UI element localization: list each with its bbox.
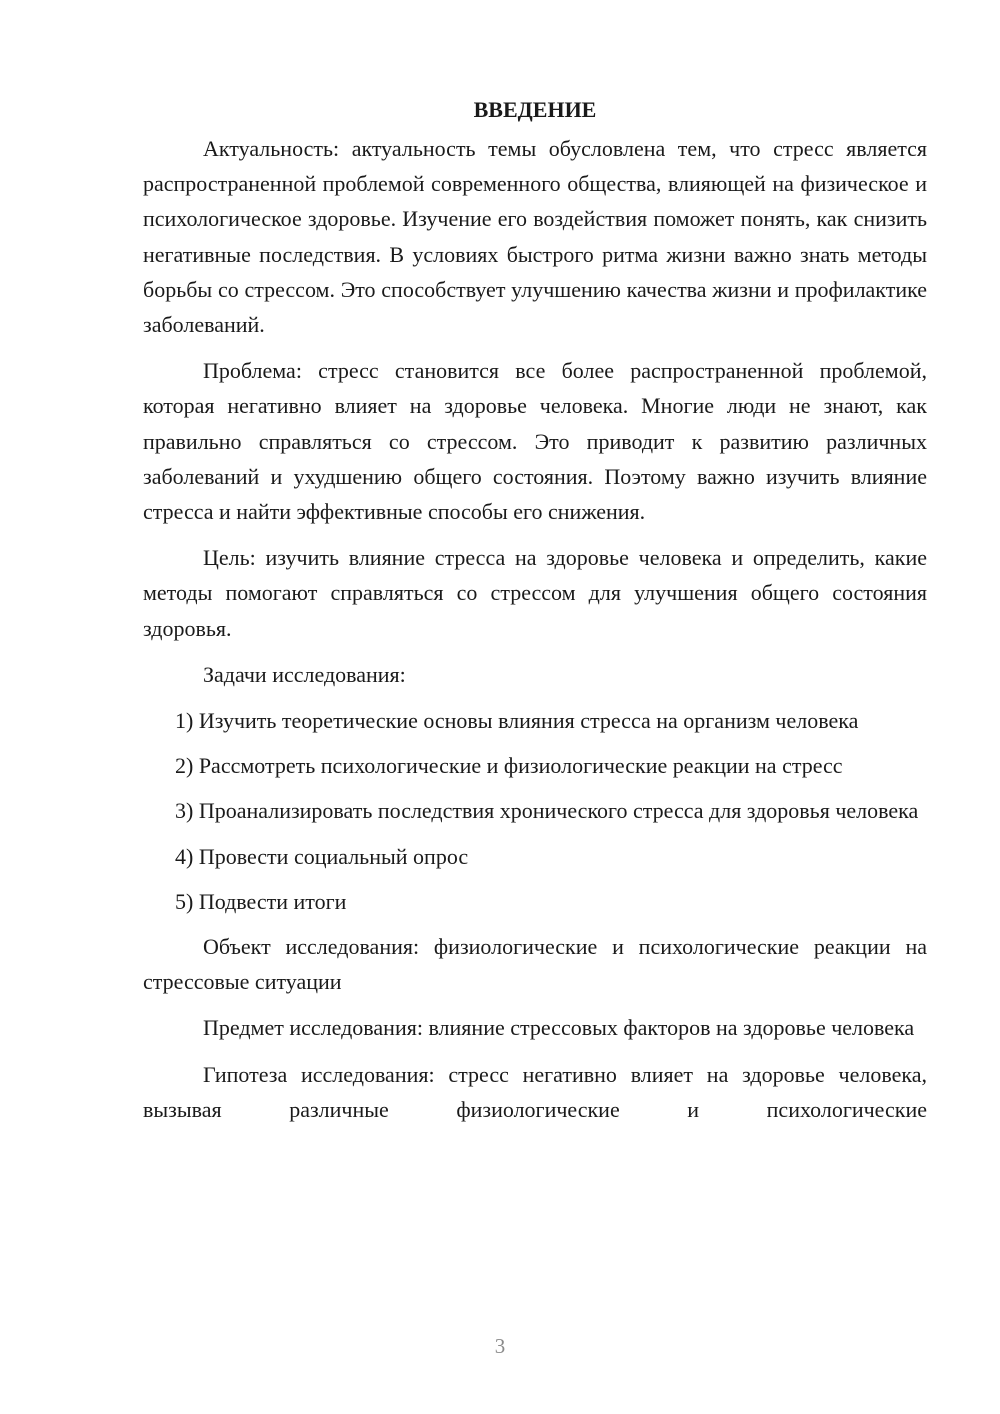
paragraph-relevance: Актуальность: актуальность темы обусловлена тем, что стресс является распространенной проблемой современного общества, влияющей на физическое и психологическое здоровье. Изучение его воздействия поможет понять, как снизить негативные последствия. В условиях быстрого ритма жизни важно знать методы борьбы со стрессом. Это способствует улучшению качества жизни и профилактике заболеваний. <box>143 136 927 338</box>
paragraph-goal: Цель: изучить влияние стресса на здоровье человека и определить, какие методы помогают справляться со стрессом для улучшения общего состояния здоровья. <box>143 545 927 641</box>
paragraph-object: Объект исследования: физиологические и психологические реакции на стрессовые ситуации <box>143 934 927 995</box>
task-item-5: 5) Подвести итоги <box>175 888 347 914</box>
task-item-4: 4) Провести социальный опрос <box>175 843 469 869</box>
tasks-heading: Задачи исследования: <box>203 661 406 687</box>
paragraph-problem: Проблема: стресс становится все более распространенной проблемой, которая негативно влияет на здоровье человека. Многие люди не знают, как правильно справляться со стрессом. Это приводит к развитию различных заболеваний и ухудшению общего состояния. Поэтому важно изучить влияние стресса и найти эффективные способы его снижения. <box>143 358 927 525</box>
paragraph-subject: Предмет исследования: влияние стрессовых факторов на здоровье человека <box>203 1015 915 1041</box>
task-item-3: 3) Проанализировать последствия хронического стресса для здоровья человека <box>175 798 919 824</box>
page-number: 3 <box>494 1334 506 1358</box>
task-item-1: 1) Изучить теоретические основы влияния стресса на организм человека <box>175 708 859 734</box>
page-title: ВВЕДЕНИЕ <box>473 97 597 122</box>
task-item-2: 2) Рассмотреть психологические и физиологические реакции на стресс <box>175 753 843 779</box>
paragraph-hypothesis: Гипотеза исследования: стресс негативно влияет на здоровье человека, вызывая различные физиологические и психологические <box>143 1061 927 1122</box>
page-content <box>143 95 927 1127</box>
